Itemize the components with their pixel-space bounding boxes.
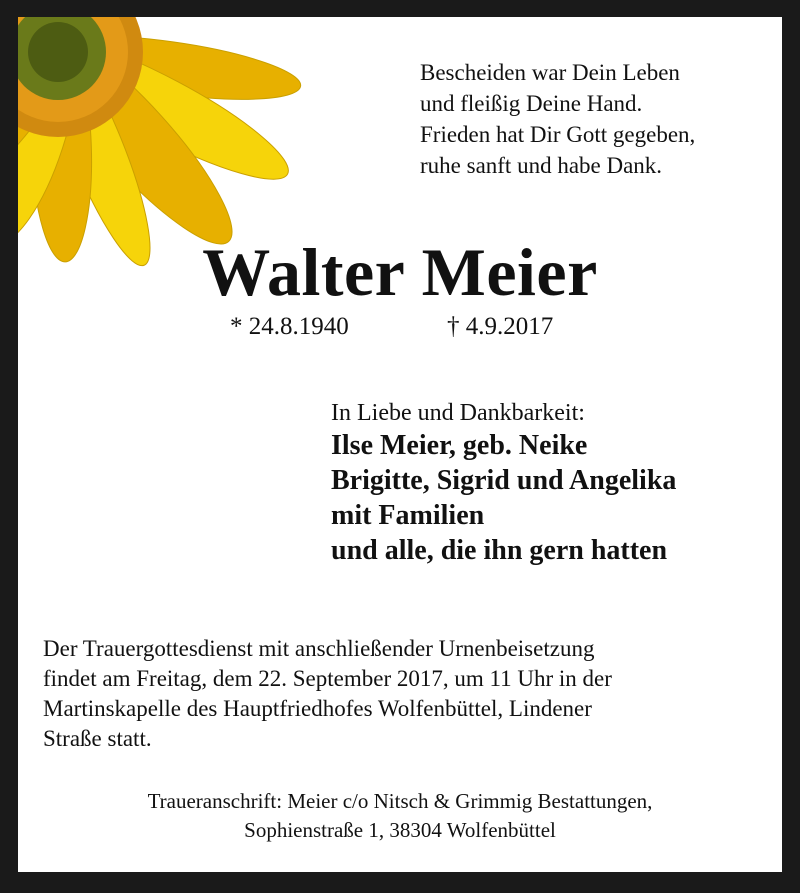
service-line: Der Trauergottesdienst mit anschließender Urnenbeisetzung bbox=[43, 636, 595, 661]
birth-date: * 24.8.1940 bbox=[230, 313, 349, 340]
service-announcement bbox=[43, 634, 757, 754]
service-line: Martinskapelle des Hauptfriedhofes Wolfenbüttel, Lindener bbox=[43, 696, 592, 721]
poem-line: und fleißig Deine Hand. bbox=[420, 91, 643, 116]
address-line: Traueranschrift: Meier c/o Nitsch & Grimmig Bestattungen, bbox=[147, 789, 653, 813]
family-member: Ilse Meier, geb. Neike bbox=[331, 430, 588, 461]
death-date: † 4.9.2017 bbox=[447, 313, 554, 340]
poem-line: Frieden hat Dir Gott gegeben, bbox=[420, 122, 696, 147]
mourning-address bbox=[18, 787, 782, 845]
poem-line: ruhe sanft und habe Dank. bbox=[420, 153, 663, 178]
service-line: findet am Freitag, dem 22. September 2017, um 11 Uhr in der bbox=[43, 666, 612, 691]
notice-content bbox=[18, 17, 782, 872]
family-member: und alle, die ihn gern hatten bbox=[331, 535, 668, 566]
deceased-name: Walter Meier bbox=[202, 234, 598, 310]
service-line: Straße statt. bbox=[43, 726, 152, 751]
family-member: Brigitte, Sigrid und Angelika bbox=[331, 465, 677, 496]
poem bbox=[420, 57, 695, 181]
family-block bbox=[331, 398, 676, 568]
family-intro: In Liebe und Dankbarkeit: bbox=[331, 400, 585, 426]
poem-line: Bescheiden war Dein Leben bbox=[420, 60, 680, 85]
family-member: mit Familien bbox=[331, 500, 485, 531]
address-line: Sophienstraße 1, 38304 Wolfenbüttel bbox=[244, 818, 556, 842]
